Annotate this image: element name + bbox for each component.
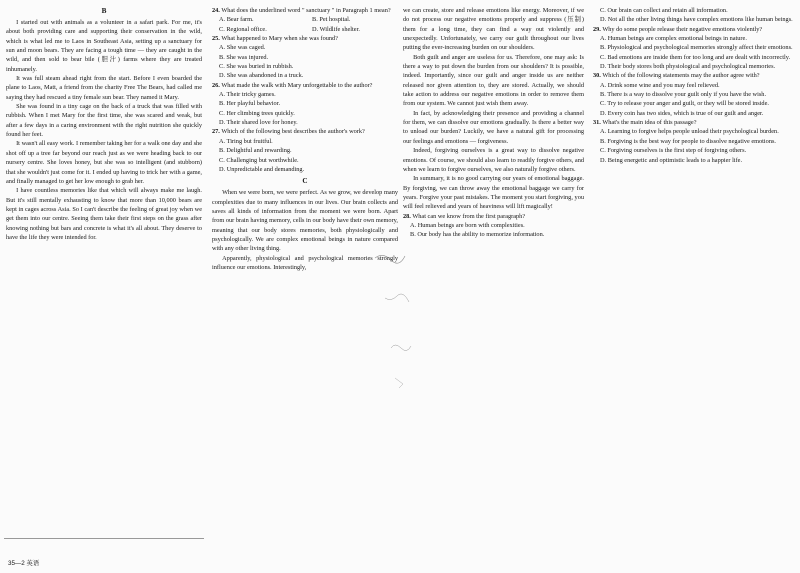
answer-option[interactable]: D. Wildlife shelter. — [312, 25, 360, 33]
section-heading-b: B — [101, 7, 107, 15]
answer-option[interactable]: C. Challenging but worthwhile. — [219, 156, 299, 164]
question-number: 31. — [593, 119, 601, 127]
question-number: 27. — [212, 128, 220, 136]
section-heading-c: C — [302, 177, 308, 186]
answer-option[interactable]: A. Human beings are born with complexities. — [410, 221, 525, 229]
answer-option[interactable]: C. Her climbing trees quickly. — [219, 109, 295, 117]
answer-option[interactable]: B. Forgiving is the best way for people to dissolve negative emotions. — [600, 137, 776, 145]
answer-option[interactable]: A. Tiring but fruitful. — [219, 137, 273, 145]
passage-b-paragraph: It was full steam ahead right from the start. Before I even boarded the plane to Laos, Matt, a friend from the charity Free The Bears, had called me saying they had rescued a tiny female sun bear. They named it Mary. — [6, 75, 202, 101]
question-number: 25. — [212, 35, 220, 43]
passage-b-paragraph: I have countless memories like that which will always make me laugh. But it's still mentally exhausting to know that more than 10,000 bears are kept in cages across Asia. So I can't describe the feeling of great joy when we get them into our centre. Seeing them take their first steps on the grass after knowing nothing but bars and concrete is what it's all about. They deserve to have the life they were intended for. — [6, 187, 202, 241]
question-27 — [212, 127, 398, 174]
answer-option[interactable]: A. Human beings are complex emotional beings in nature. — [600, 35, 747, 43]
answer-option[interactable]: B. She was injured. — [219, 53, 269, 61]
answer-option[interactable]: D. Being energetic and optimistic leads to a happier life. — [600, 156, 743, 164]
answer-option[interactable]: C. Our brain can collect and retain all information. — [600, 7, 728, 14]
question-30 — [593, 71, 793, 118]
answer-option[interactable]: C. Bad emotions are inside them for too long and are dealt with incorrectly. — [600, 53, 791, 61]
passage-c-paragraph: In summary, it is no good carrying our years of emotional baggage. By forgiving, we can throw away the emotional baggage we carry for years. Forgive your past mistakes. The moment you start forgiving, you will feel relieved and years of heaviness will lift magically! — [403, 175, 584, 211]
question-text: What does the underlined word " sanctuary " in Paragraph 1 mean? — [221, 7, 391, 14]
passage-c-paragraph: Apparently, physiological and psychological memories strongly influence our emotions. Interestingly, — [212, 254, 398, 271]
passage-c-paragraph: Indeed, forgiving ourselves is a great way to dissolve negative emotions. Of course, we should also learn to readily forgive others, and when we learn to forgive ourselves, we also naturally forgive others. — [403, 147, 584, 173]
question-text: Why do some people release their negative emotions violently? — [602, 25, 763, 33]
question-25 — [212, 34, 398, 81]
question-28 — [403, 212, 584, 240]
answer-option[interactable]: A. Drink some wine and you may feel relieved. — [600, 81, 720, 89]
answer-option[interactable]: D. Their shared love for honey. — [219, 119, 298, 127]
answer-option[interactable]: D. Every coin has two sides, which is true of our guilt and anger. — [600, 109, 764, 117]
answer-option[interactable]: A. Learning to forgive helps people unload their psychological burden. — [600, 128, 779, 136]
answer-option[interactable]: B. Pet hospital. — [312, 16, 351, 24]
questions-c-column — [593, 6, 793, 165]
question-text: What's the main idea of this passage? — [602, 119, 697, 127]
answer-option[interactable]: D. Unpredictable and demanding. — [219, 165, 305, 173]
question-number: 29. — [593, 25, 601, 33]
answer-option[interactable]: A. Their tricky games. — [219, 91, 276, 99]
passage-c-paragraph: In fact, by acknowledging their presence and providing a channel for them, we can dissolve our emotions gradually. Is there a better way to unload our burden? Luckily, we have a natural gift for processing our feelings and emotions — forgiveness. — [403, 109, 584, 145]
answer-option[interactable]: B. Our body has the ability to memorize information. — [410, 231, 545, 239]
answer-option[interactable]: D. Not all the other living things have complex emotions like human beings. — [600, 16, 793, 24]
question-text: What made the walk with Mary unforgettable to the author? — [221, 81, 373, 89]
passage-c-paragraph: Both guilt and anger are useless for us. Therefore, one may ask: Is there a way to put down the burden from our shoulders? It is possible, indeed. Importantly, since our guilt and anger inside us are neither released nor given attention to, they are stored. Actually, we should take action to address our negative emotions in order to remove them from our system. We cannot just wish them away. — [403, 53, 584, 108]
passage-c-paragraph: we can create, store and release emotions like energy. Moreover, if we do not process our negative emotions properly and suppress (压制) them for a long time, they can find a way out violently and unexpectedly. Unfortunately, we carry our guilt throughout our lives putting the ever-increasing burden on our shoulders. — [403, 7, 584, 52]
answer-option[interactable]: B. Delightful and rewarding. — [219, 147, 292, 155]
page-footer — [0, 537, 800, 573]
passage-b-column — [6, 6, 202, 242]
passage-b-paragraph: It wasn't all easy work. I remember taking her for a walk one day and she shot off up a tree far beyond our reach just as we were heading back to our nursery centre. She loves honey, but she was so intelligent (and stubborn) that she wouldn't just come for it. I ended up having to trick her with a game, and finally managed to get her low enough to grab her. — [6, 140, 202, 185]
question-text: Which of the following statements may the author agree with? — [602, 72, 760, 80]
answer-option[interactable]: D. Their body stores both physiological and psychological memories. — [600, 63, 776, 71]
passage-b-paragraph: She was found in a tiny cage on the back of a truck that was filled with rubbish. When I met Mary for the first time, she was scared and weak, but after a few days in a caring environment with the right nutrition she quickly found her feet. — [6, 103, 202, 139]
question-26 — [212, 81, 398, 128]
passage-c-paragraph: When we were born, we were perfect. As we grow, we develop many complexities due to many influences in our lives. Our brain collects and saves all kinds of information from the moment we were born. Apart from our brain having memory, cells in our body have their own memory, meaning that our body stores memories, both physiologically and psychologically. We are complex emotional beings in nature compared with any other living thing. — [212, 189, 398, 253]
passage-c-column — [403, 6, 584, 240]
question-text: What can we know from the first paragraph? — [412, 212, 526, 220]
question-number: 26. — [212, 81, 220, 89]
answer-option[interactable]: A. She was caged. — [219, 44, 266, 52]
answer-option[interactable]: B. There is a way to dissolve your guilt only if you have the wish. — [600, 91, 767, 99]
question-text: What happened to Mary when she was found? — [221, 35, 338, 43]
answer-option[interactable]: C. Forgiving ourselves is the first step of forgiving others. — [600, 147, 747, 155]
question-number: 24. — [212, 7, 220, 14]
question-29 — [593, 25, 793, 72]
question-number: 30. — [593, 72, 601, 80]
answer-option[interactable]: C. She was buried in rubbish. — [219, 63, 294, 71]
question-31 — [593, 118, 793, 165]
answer-option[interactable]: C. Try to release your anger and guilt, or they will be stored inside. — [600, 100, 769, 108]
footer-divider — [4, 538, 204, 539]
question-24 — [212, 6, 398, 34]
answer-option[interactable]: B. Her playful behavior. — [219, 100, 281, 108]
questions-b-column — [212, 6, 398, 272]
answer-option[interactable]: D. She was abandoned in a truck. — [219, 72, 304, 80]
passage-b-paragraph: I started out with animals as a volunteer in a safari park. For me, it's about both providing care and supporting their conservation in the wild, which is what led me to Laos in Southeast Asia, setting up a sanctuary for sun and moon bears. They are facing a tough time — they are caught in the wild, and then sold to bear bile (胆汁) farms where they are treated inhumanely. — [6, 19, 202, 73]
question-text: Which of the following best describes the author's work? — [221, 128, 365, 136]
page-number: 35—2 英语 — [8, 560, 40, 567]
answer-option[interactable]: B. Physiological and psychological memories strongly affect their emotions. — [600, 44, 793, 52]
question-number: 28. — [403, 212, 411, 220]
answer-option[interactable]: C. Regional office. — [219, 25, 267, 33]
answer-option[interactable]: A. Bear farm. — [219, 16, 254, 24]
